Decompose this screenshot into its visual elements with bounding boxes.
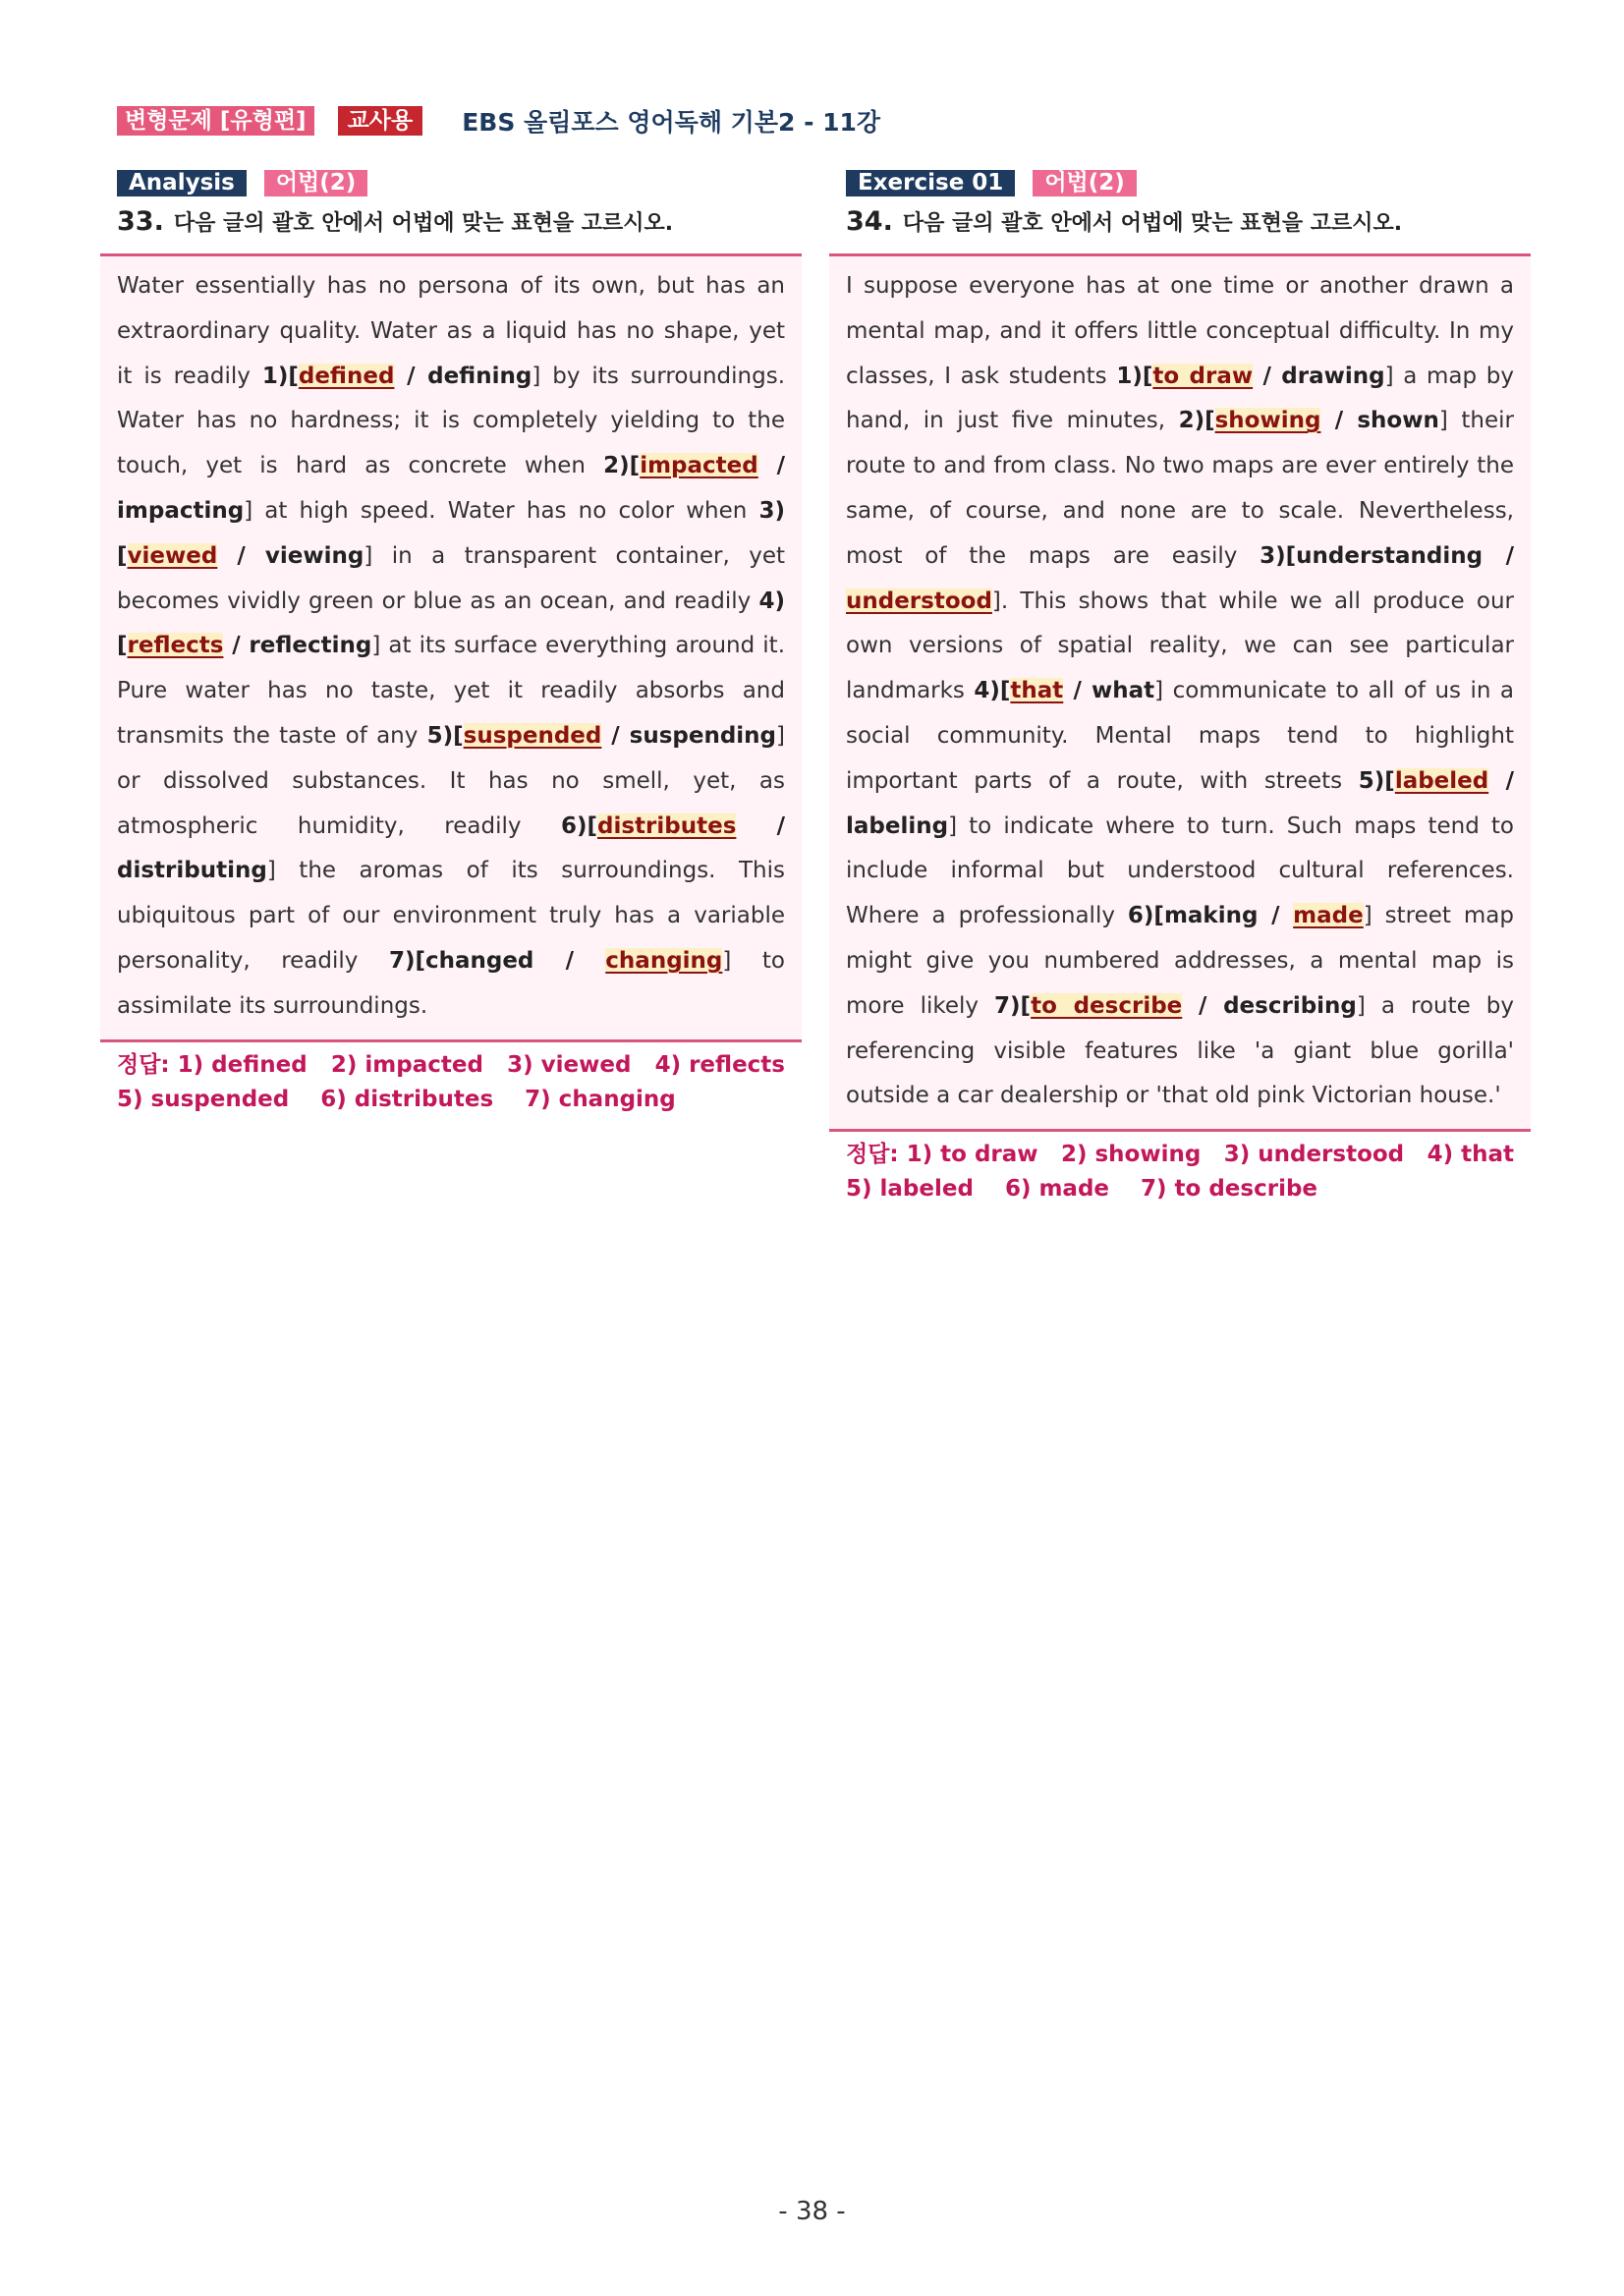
- choice-text: 5)[: [426, 722, 464, 749]
- choice-text: 6)[making /: [1127, 903, 1294, 929]
- correct-answer: made: [1293, 903, 1364, 929]
- choice-text: / shown: [1320, 408, 1439, 434]
- passage-text: ] to assimilate its surroundings.: [117, 947, 786, 1019]
- correct-answer: labeled: [1394, 767, 1489, 794]
- correct-answer: impacted: [640, 453, 758, 479]
- choice-text: 1)[: [1116, 363, 1153, 389]
- passage-text: ] at high speed. Water has no color when: [244, 497, 759, 524]
- question-labels: [100, 169, 802, 196]
- answer-key: [100, 1042, 802, 1117]
- passage-text: ] to indicate where to turn. Such maps tend to include informal but understood cultural references. Where a professionally: [846, 812, 1514, 929]
- question-number: 33.: [117, 206, 164, 237]
- correct-answer: suspended: [463, 722, 602, 749]
- choice-text: 1)[: [261, 363, 299, 389]
- correct-answer: defined: [298, 363, 395, 389]
- passage: [100, 253, 802, 1042]
- question-labels: [829, 169, 1531, 196]
- correct-answer: that: [1010, 678, 1064, 704]
- passage-text: ] by its surroundings. Water has no hardness; it is completely yielding to the touch, yet is hard as concrete when: [117, 363, 786, 479]
- answer-item: 5) suspended: [117, 1086, 290, 1112]
- question-34: [829, 169, 1531, 1206]
- answer-item: 7) to describe: [1141, 1176, 1318, 1203]
- choice-text: 4)[: [117, 588, 785, 659]
- choice-text: / viewing: [217, 542, 364, 569]
- passage: [829, 253, 1531, 1132]
- correct-answer: viewed: [127, 542, 218, 569]
- choice-text: / defining: [394, 363, 532, 389]
- passage-text: Water essentially has no persona of its own, but has an extraordinary quality. Water as a liquid has no shape, yet it is readily: [117, 273, 785, 389]
- answer-item: 6) distributes: [320, 1086, 494, 1112]
- book-title: EBS 올림포스 영어독해 기본2 - 11강: [462, 108, 881, 137]
- choice-text: 3)[: [117, 497, 785, 569]
- correct-answer: to describe: [1031, 992, 1183, 1019]
- question-text: 다음 글의 괄호 안에서 어법에 맞는 표현을 고르시오.: [902, 211, 1403, 236]
- question-text: 다음 글의 괄호 안에서 어법에 맞는 표현을 고르시오.: [173, 211, 674, 236]
- choice-text: / drawing: [1253, 363, 1385, 389]
- category-label: 어법(2): [264, 170, 367, 196]
- question-33: [100, 169, 802, 1117]
- passage-text: ] the aromas of its surroundings. This ubiquitous part of our environment truly has a variable personality, readily: [117, 858, 785, 974]
- answer-item: 6) made: [1004, 1176, 1110, 1203]
- teacher-tag: 교사용: [338, 106, 423, 136]
- page-number: - 38 -: [778, 2197, 846, 2226]
- choice-text: 4)[: [974, 678, 1011, 704]
- answer-item: 2) impacted: [330, 1051, 483, 1078]
- answer-item: 7) changing: [525, 1086, 676, 1112]
- question-number: 34.: [846, 206, 893, 237]
- answer-item: 3) viewed: [507, 1051, 632, 1078]
- choice-text: 6)[: [560, 812, 597, 839]
- page-header: [117, 104, 880, 138]
- answer-item: 4) that: [1427, 1142, 1514, 1168]
- answer-row: [846, 1138, 1514, 1172]
- choice-text: / suspending: [601, 722, 777, 749]
- passage-text: ] at its surface everything around it. Pure water has no taste, yet it readily absorbs and transmits the taste of any: [117, 633, 785, 749]
- correct-answer: to draw: [1152, 363, 1254, 389]
- exercise-label: Exercise 01: [846, 170, 1015, 196]
- choice-text: 3)[understanding /: [1260, 542, 1515, 569]
- question-title: [829, 206, 1531, 240]
- correct-answer: showing: [1214, 408, 1321, 434]
- passage-text: I suppose everyone has at one time or another drawn a mental map, and it offers little conceptual difficulty. In my classes, I ask students: [846, 273, 1514, 389]
- passage-text: ] a route by referencing visible features like 'a giant blue gorilla' outside a car dealership or 'that old pink Victorian house.': [846, 992, 1514, 1109]
- answer-row: [117, 1048, 785, 1083]
- type-tag: 변형문제 [유형편]: [117, 106, 314, 136]
- answer-item: 4) reflects: [654, 1051, 785, 1078]
- passage-text: ]. This shows that while we all produce our own versions of spatial reality, we can see particular landmarks: [846, 588, 1514, 704]
- question-title: [100, 206, 802, 240]
- choice-text: 7)[changed /: [388, 947, 606, 974]
- choice-text: / distributing: [117, 812, 785, 884]
- choice-text: / what: [1063, 678, 1155, 704]
- passage-text: ] in a transparent container, yet becomes vividly green or blue as an ocean, and readily: [117, 542, 785, 614]
- choice-text: / impacting: [117, 453, 785, 524]
- correct-answer: understood: [846, 588, 992, 614]
- passage-text: ] a map by hand, in just five minutes,: [846, 363, 1514, 434]
- passage-text: ] communicate to all of us in a social community. Mental maps tend to highlight important parts of a route, with streets: [846, 678, 1514, 794]
- choice-text: 5)[: [1358, 767, 1395, 794]
- choice-text: 2)[: [603, 453, 641, 479]
- category-label: 어법(2): [1033, 170, 1136, 196]
- answer-row: [117, 1083, 785, 1117]
- choice-text: / labeling: [846, 767, 1514, 839]
- analysis-label: Analysis: [117, 170, 247, 196]
- answer-item: 정답: 1) defined: [117, 1051, 308, 1078]
- choice-text: / describing: [1182, 992, 1357, 1019]
- choice-text: / reflecting: [223, 633, 372, 659]
- answer-key: [829, 1132, 1531, 1206]
- answer-row: [846, 1172, 1514, 1206]
- answer-item: 2) showing: [1060, 1142, 1202, 1168]
- answer-item: 5) labeled: [846, 1176, 974, 1203]
- passage-text: ] or dissolved substances. It has no smell, yet, as atmospheric humidity, readily: [117, 722, 785, 839]
- correct-answer: reflects: [127, 633, 224, 659]
- answer-item: 3) understood: [1223, 1142, 1405, 1168]
- correct-answer: changing: [605, 947, 723, 974]
- passage-text: ] their route to and from class. No two maps are ever entirely the same, of course, and none are to scale. Nevertheless, most of the maps are easily: [846, 408, 1514, 569]
- choice-text: 7)[: [994, 992, 1032, 1019]
- choice-text: 2)[: [1178, 408, 1215, 434]
- correct-answer: distributes: [597, 812, 737, 839]
- passage-text: ] street map might give you numbered addresses, a mental map is more likely: [846, 903, 1514, 1019]
- answer-item: 정답: 1) to draw: [846, 1142, 1038, 1168]
